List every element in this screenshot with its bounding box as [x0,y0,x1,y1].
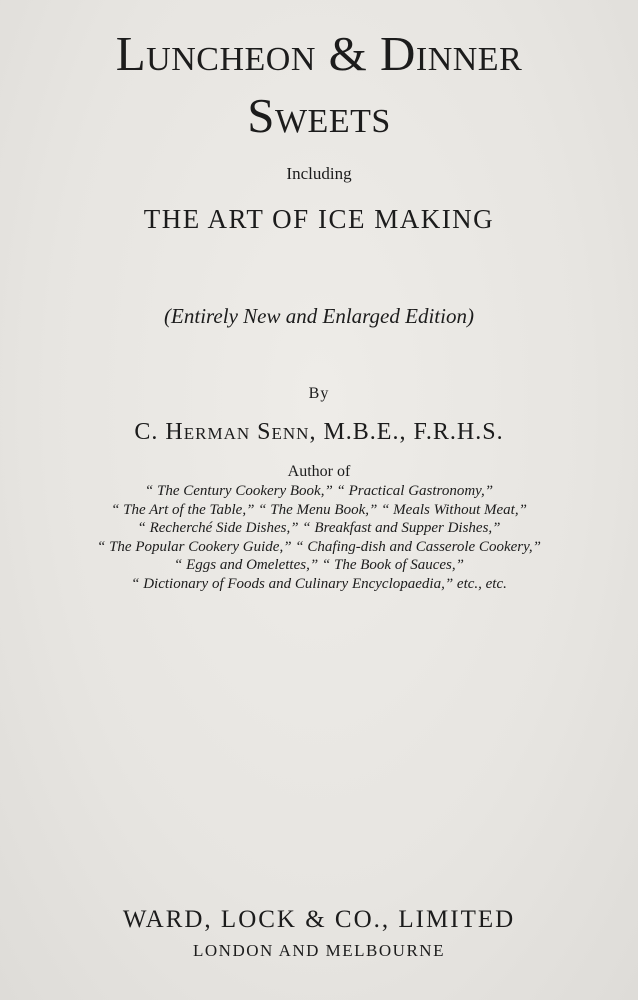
author-line [0,416,638,448]
works-line-5: “ Eggs and Omelettes,” “ The Book of Sauces,” [174,557,464,574]
publisher: WARD, LOCK & CO., LIMITED [122,906,516,933]
works-line-2: “ The Art of the Table,” “ The Menu Book,” “ Meals Without Meat,” [111,501,527,518]
author-honours: M.B.E., F.R.H.S. [323,419,504,445]
subtitle: THE ART OF ICE MAKING [143,204,495,234]
works-line-3: “ Recherché Side Dishes,” “ Breakfast and Supper Dishes,” [137,520,501,537]
publisher-place: LONDON AND MELBOURNE [193,941,445,960]
title-line-2: Sweets [247,88,391,143]
title-line-1: Luncheon & Dinner [115,26,523,81]
works-line-4: “ The Popular Cookery Guide,” “ Chafing-dish and Casserole Cookery,” [96,538,542,555]
author-of-label: Author of [287,463,351,480]
works-line-1: “ The Century Cookery Book,” “ Practical Gastronomy,” [144,483,494,499]
works-list [0,482,638,594]
by-label: By [308,385,330,402]
including-label: Including [286,164,352,183]
author-name: C. Herman Senn, [134,419,317,445]
works-line-6: “ Dictionary of Foods and Culinary Encyclopaedia,” etc., etc. [131,575,507,592]
edition-note: (Entirely New and Enlarged Edition) [164,304,474,328]
